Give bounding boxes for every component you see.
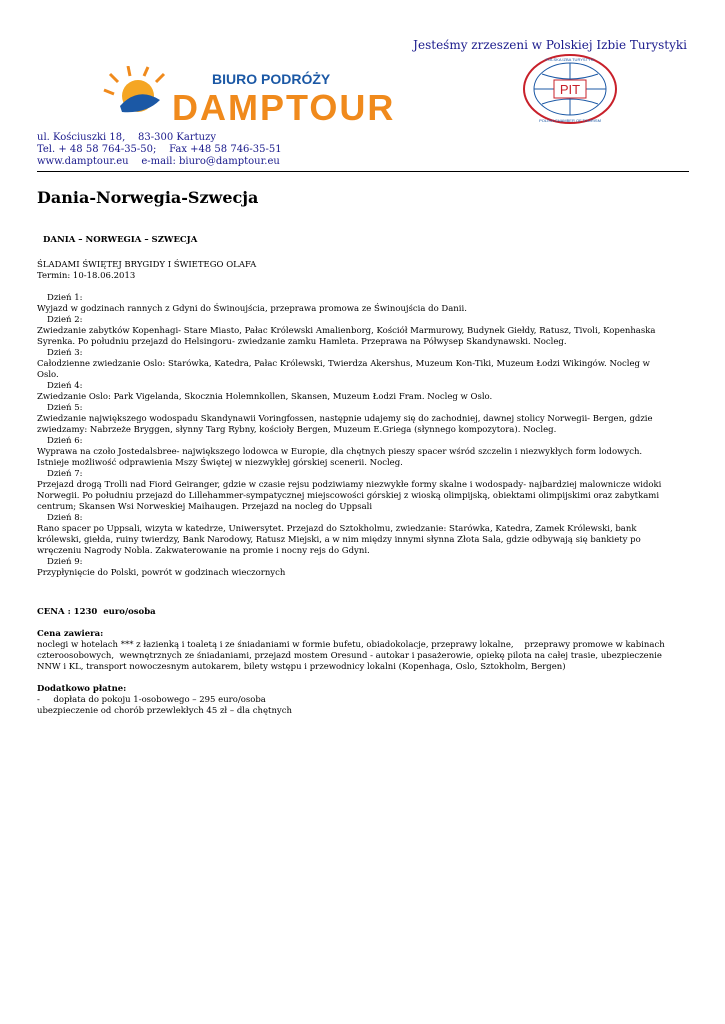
itinerary-day-label: Dzień 2: [47, 315, 83, 325]
itinerary-day-label: Dzień 7: [47, 469, 83, 479]
pit-ring-bottom: POLISH CHAMBER OF TOURISM [539, 118, 601, 123]
includes-list [37, 640, 667, 673]
itinerary-day-label: Dzień 6: [47, 436, 83, 446]
itinerary-text: Norwegii. Po południu przejazd do Lillehammer-sympatycznej miejscowości górskiej z wioską olimpijską, obiektami olimpijskimi oraz zabytkami [37, 491, 660, 501]
logo-top-text: BIURO PODRÓŻY [212, 71, 331, 87]
phones: Tel. + 48 58 764-35-50; Fax +48 58 746-35-51 [37, 144, 282, 155]
offer-content [37, 235, 667, 717]
pit-ring-top: POLSKA IZBA TURYSTYKI [545, 57, 595, 62]
itinerary [37, 293, 667, 579]
includes-line: NNW i KL, transport nowoczesnym autokarem, bilety wstępu i przewodnicy lokalni (Kopenhaga, Oslo, Sztokholm, Bergen) [37, 662, 566, 672]
itinerary-day-label: Dzień 4: [47, 381, 83, 391]
pit-logo [520, 52, 620, 127]
trip-name: ŚLADAMI ŚWIĘTEJ BRYGIDY I ŚWIETEGO OLAFA [37, 260, 257, 270]
sun-icon [104, 66, 164, 112]
itinerary-day-label: Dzień 1: [47, 293, 83, 303]
extras-list [37, 695, 667, 717]
itinerary-text: Przypłynięcie do Polski, powrót w godzinach wieczornych [37, 568, 286, 578]
itinerary-day-label: Dzień 9: [47, 557, 83, 567]
itinerary-text: Zwiedzanie największego wodospadu Skandynawii Voringfossen, następnie udajemy się do zachodniej, dawnej stolicy Norwegii- Bergen, gdzie [37, 414, 653, 424]
itinerary-text: Wyjazd w godzinach rannych z Gdyni do Świnoujścia, przeprawa promowa ze Świnoujścia do Danii. [37, 304, 467, 314]
itinerary-text: Rano spacer po Uppsali, wizyta w katedrze, Uniwersytet. Przejazd do Sztokholmu, zwiedzanie: Starówka, Katedra, Zamek Królewski, bank [37, 524, 637, 534]
includes-line: noclegi w hotelach *** z łazienką i toaletą i ze śniadaniami w formie bufetu, obiadokolacje, przeprawy lokalne, przeprawy promowe w kabinach [37, 640, 665, 650]
damptour-logo [100, 66, 412, 124]
itinerary-text: centrum; Skansen Wsi Norweskiej Maihaugen. Przejazd na nocleg do Uppsali [37, 502, 373, 512]
trip-subheading: DANIA – NORWEGIA – SZWECJA [43, 235, 198, 245]
itinerary-day-label: Dzień 3: [47, 348, 83, 358]
price: CENA : 1230 euro/osoba [37, 607, 156, 617]
contact-block [37, 132, 282, 168]
includes-heading: Cena zawiera: [37, 629, 104, 639]
itinerary-text: Syrenka. Po południu przejazd do Helsingoru- zwiedzanie zamku Hamleta. Przeprawa na Półwysep Skandynawski. Nocleg. [37, 337, 567, 347]
page-title: Dania-Norwegia-Szwecja [37, 188, 259, 207]
web-email: www.damptour.eu e-mail: biuro@damptour.eu [37, 156, 280, 167]
extras-line: - dopłata do pokoju 1-osobowego – 295 euro/osoba [37, 695, 266, 705]
itinerary-text: Wyprawa na czoło Jostedalsbree- największego lodowca w Europie, dla chętnych pieszy spacer wśród szczelin i niezwykłych form lodowych. [37, 447, 643, 457]
itinerary-day-label: Dzień 5: [47, 403, 83, 413]
itinerary-text: Zwiedzanie Oslo: Park Vigelanda, Skocznia Holemnkollen, Skansen, Muzeum Łodzi Fram. Nocleg w Oslo. [37, 392, 493, 402]
header-divider [37, 171, 689, 172]
address: ul. Kościuszki 18, 83-300 Kartuzy [37, 132, 217, 143]
itinerary-text: Przejazd drogą Trolli nad Fiord Geiranger, gdzie w czasie rejsu podziwiamy niezwykłe formy skalne i wodospady- najbardziej malownicze widoki [37, 480, 662, 490]
itinerary-text: Istnieje możliwość odprawienia Mszy Świętej w niezwykłej górskiej scenerii. Nocleg. [37, 458, 403, 468]
pit-abbr: PIT [559, 82, 581, 97]
extras-line: ubezpieczenie od chorób przewlekłych 45 zł – dla chętnych [37, 706, 292, 716]
membership-text: Jesteśmy zrzeszeni w Polskiej Izbie Turystyki [413, 38, 687, 52]
logo-main-text: DAMPTOUR [172, 87, 396, 124]
itinerary-day-label: Dzień 8: [47, 513, 83, 523]
extras-heading: Dodatkowo płatne: [37, 684, 127, 694]
itinerary-text: królewski, giełda, ruiny twierdzy, Bank Narodowy, Ratusz Miejski, a w nim między innymi słynna Złota Sala, gdzie odbywają się bankiety po [37, 535, 641, 545]
itinerary-text: zwiedzamy: Nabrzeże Bryggen, słynny Targ Rybny, kościoły Bergen, Muzeum E.Griega (słynnego kompozytora). Nocleg. [37, 425, 557, 435]
trip-dates: Termin: 10-18.06.2013 [37, 271, 136, 281]
itinerary-text: Całodzienne zwiedzanie Oslo: Starówka, Katedra, Pałac Królewski, Twierdza Akershus, Muzeum Kon-Tiki, Muzeum Łodzi Wikingów. Nocleg w Oslo. [37, 359, 650, 380]
includes-line: czteroosobowych, wewnętrznych ze śniadaniami, przejazd mostem Oresund - autokar i pasażerowie, opiekę pilota na całej trasie, ubezpieczenie [37, 651, 662, 661]
itinerary-text: Zwiedzanie zabytków Kopenhagi- Stare Miasto, Pałac Królewski Amalienborg, Kościół Marmurowy, Budynek Giełdy, Ratusz, Tivoli, Kopenhaska [37, 326, 656, 336]
itinerary-text: wręczeniu Nagrody Nobla. Zakwaterowanie na promie i nocny rejs do Gdyni. [37, 546, 370, 556]
